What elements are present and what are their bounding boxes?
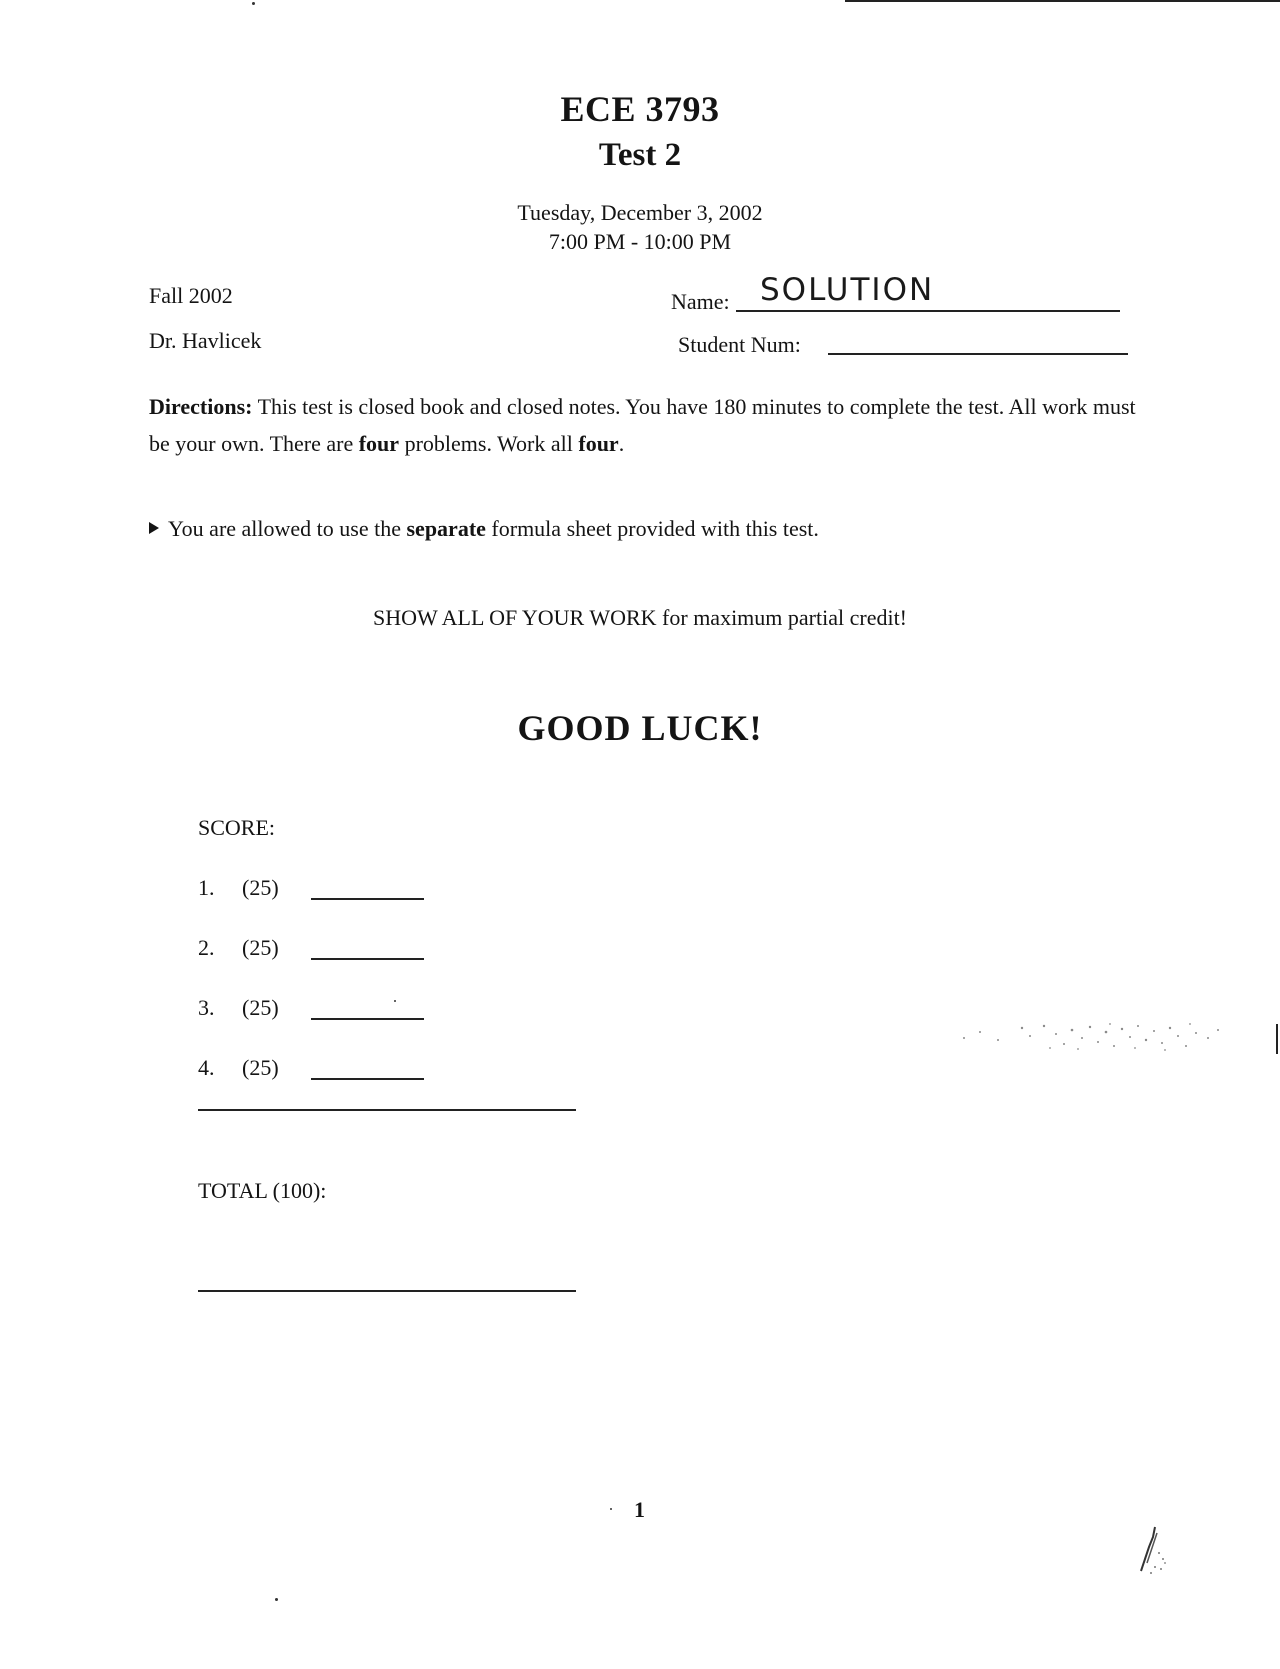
problem-points: (25)	[242, 995, 279, 1020]
problem-number: 1.	[198, 875, 215, 900]
scan-speck	[610, 1508, 612, 1510]
test-time: 7:00 PM - 10:00 PM	[548, 229, 732, 254]
directions-text: This test is closed book and closed notes. You have 180 minutes to complete the test. All work must be your own. There are	[149, 394, 1136, 456]
score-blank-line[interactable]	[311, 1018, 424, 1020]
formula-note-bold: separate	[406, 516, 486, 541]
directions-text: problems. Work all	[399, 431, 579, 456]
scan-speck	[275, 1598, 278, 1601]
scan-noise-mark	[960, 1018, 1230, 1054]
score-blank-line[interactable]	[311, 898, 424, 900]
test-title: Test 2	[598, 137, 682, 173]
total-blank-line[interactable]	[198, 1290, 576, 1292]
student-num-field-line[interactable]	[828, 353, 1128, 355]
score-blank-line[interactable]	[311, 958, 424, 960]
sum-rule	[198, 1109, 576, 1111]
show-work-note: SHOW ALL OF YOUR WORK for maximum partial credit!	[372, 605, 908, 630]
directions-paragraph	[149, 388, 1139, 462]
problem-points: (25)	[242, 935, 279, 960]
directions-label: Directions:	[149, 394, 253, 419]
good-luck-heading: GOOD LUCK!	[517, 708, 763, 748]
problem-number: 4.	[198, 1055, 215, 1080]
score-label: SCORE:	[198, 815, 276, 840]
score-blank-line[interactable]	[311, 1078, 424, 1080]
page-number: 1	[634, 1497, 645, 1522]
student-num-label: Student Num:	[678, 332, 801, 357]
problem-number: 2.	[198, 935, 215, 960]
scan-edge-mark	[1276, 1024, 1278, 1054]
formula-note-text: formula sheet provided with this test.	[485, 516, 819, 541]
scan-edge-rule	[845, 0, 1280, 2]
test-date: Tuesday, December 3, 2002	[517, 200, 763, 225]
total-label: TOTAL (100):	[198, 1178, 327, 1203]
scan-speck	[394, 1000, 396, 1002]
term: Fall 2002	[149, 283, 233, 308]
scan-scribble-mark	[1133, 1523, 1173, 1579]
formula-note-text: You are allowed to use the	[168, 516, 407, 541]
instructor: Dr. Havlicek	[149, 328, 262, 353]
scan-speck	[252, 2, 255, 5]
name-label: Name:	[671, 289, 730, 314]
problem-points: (25)	[242, 875, 279, 900]
name-field-line[interactable]	[736, 310, 1120, 312]
problem-number: 3.	[198, 995, 215, 1020]
directions-bold: four	[578, 431, 619, 456]
course-title: ECE 3793	[560, 89, 720, 129]
problem-points: (25)	[242, 1055, 279, 1080]
name-handwritten-value: SOLUTION	[760, 272, 935, 308]
formula-sheet-note	[149, 516, 819, 542]
directions-bold: four	[358, 431, 400, 456]
triangle-bullet-icon	[149, 522, 159, 534]
directions-text: .	[618, 431, 625, 456]
